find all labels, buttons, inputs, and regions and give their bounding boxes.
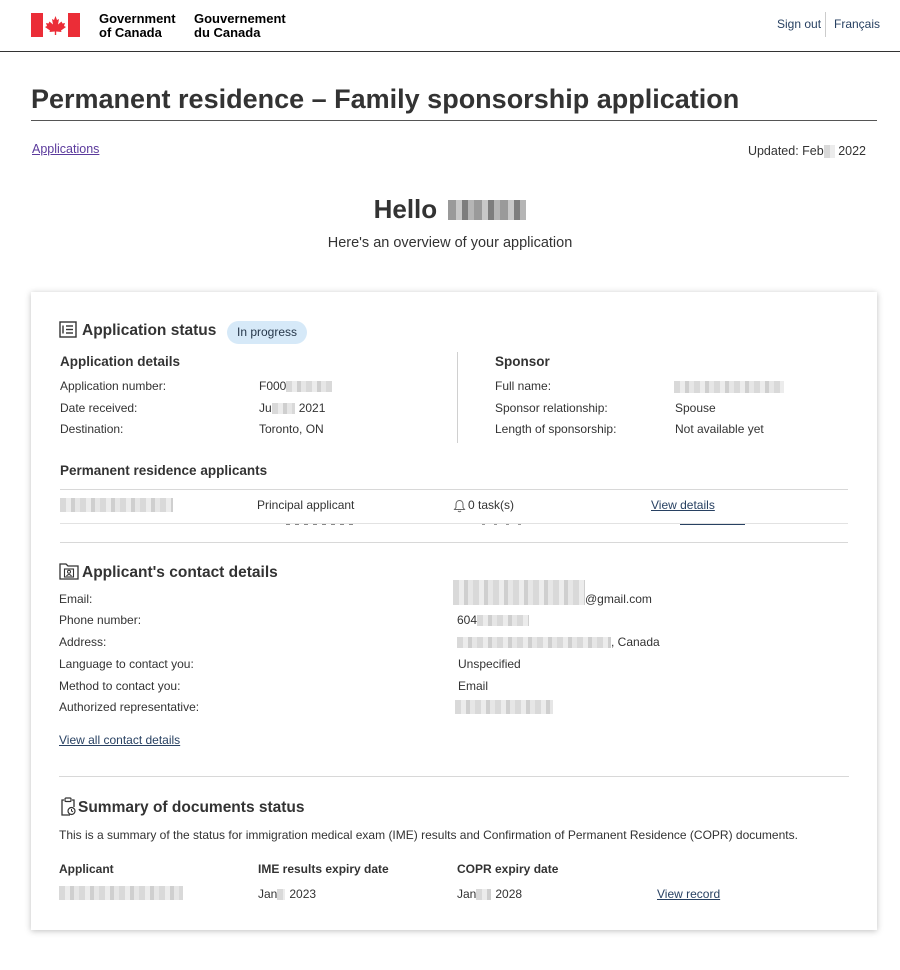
application-card <box>31 292 877 930</box>
bell-icon <box>453 499 466 513</box>
updated-date <box>748 144 866 158</box>
destination-value: Toronto, ON <box>259 422 324 436</box>
column-copr-expiry: COPR expiry date <box>457 862 559 876</box>
gov-header <box>0 0 900 52</box>
pr-applicants-title: Permanent residence applicants <box>60 463 268 478</box>
updated-label: Updated: <box>747 144 799 158</box>
email-label: Email: <box>59 592 93 606</box>
sponsor-full-name-label: Full name: <box>495 379 552 393</box>
redacted-block <box>286 381 332 392</box>
section-divider <box>59 776 849 777</box>
sponsor-relationship-label: Sponsor relationship: <box>495 401 608 415</box>
updated-month: Feb <box>802 144 824 158</box>
signature-en <box>99 12 176 39</box>
page-title: Permanent residence – Family sponsorship application <box>31 84 740 114</box>
list-document-icon <box>59 321 77 338</box>
copr-month: Jan <box>457 887 477 901</box>
redacted-sponsor-name <box>674 381 784 393</box>
ime-month: Jan <box>258 887 278 901</box>
redacted-representative <box>455 700 553 714</box>
section-divider <box>60 542 848 543</box>
sponsorship-length-value: Not available yet <box>675 422 764 436</box>
phone-prefix: 604 <box>457 613 478 627</box>
signature-fr-line2: du Canada <box>194 24 261 40</box>
date-received-label: Date received: <box>60 401 138 415</box>
redacted-block <box>272 403 295 414</box>
destination-label: Destination: <box>60 422 124 436</box>
redacted-block <box>824 145 835 158</box>
greeting-text: Hello <box>373 194 438 224</box>
redacted-name <box>448 200 526 220</box>
view-record-link[interactable]: View record <box>657 887 721 901</box>
address-country: , Canada <box>611 635 660 649</box>
redacted-email <box>453 580 585 605</box>
copr-year: 2028 <box>495 887 523 901</box>
method-label: Method to contact you: <box>59 679 181 693</box>
clipped-applicant-row <box>60 524 848 526</box>
applicants-top-rule <box>60 489 848 490</box>
column-applicant: Applicant <box>59 862 114 876</box>
header-separator <box>825 12 826 37</box>
phone-label: Phone number: <box>59 613 142 627</box>
redacted-block <box>277 889 285 900</box>
updated-year: 2022 <box>838 144 866 158</box>
date-received-year: 2021 <box>298 401 326 415</box>
application-number-label: Application number: <box>60 379 167 393</box>
redacted-applicant-name <box>59 886 183 900</box>
greeting <box>0 194 900 225</box>
email-domain: @gmail.com <box>585 592 652 606</box>
contact-folder-icon <box>59 562 79 580</box>
sponsor-title: Sponsor <box>495 354 550 369</box>
sponsor-relationship-value: Spouse <box>675 401 716 415</box>
column-divider <box>457 352 458 443</box>
redacted-address <box>457 637 611 648</box>
application-number-prefix: F000 <box>259 379 287 393</box>
date-received-value <box>259 401 325 415</box>
signature-en-line2: of Canada <box>99 24 162 40</box>
copr-expiry-value <box>457 887 522 901</box>
phone-value <box>457 613 529 627</box>
ime-year: 2023 <box>289 887 317 901</box>
ime-expiry-value <box>258 887 316 901</box>
application-number-value <box>259 379 332 393</box>
redacted-applicant-name <box>60 498 173 512</box>
applicant-tasks: 0 task(s) <box>468 498 515 512</box>
application-details-title: Application details <box>60 354 181 369</box>
language-toggle-link[interactable]: Français <box>834 17 881 31</box>
redacted-block <box>477 615 529 626</box>
sponsorship-length-label: Length of sponsorship: <box>495 422 617 436</box>
sign-out-link[interactable]: Sign out <box>777 17 822 31</box>
column-ime-expiry: IME results expiry date <box>258 862 389 876</box>
date-received-month: Ju <box>259 401 272 415</box>
representative-label: Authorized representative: <box>59 700 200 714</box>
status-badge: In progress <box>227 321 307 344</box>
contact-details-title: Applicant's contact details <box>82 564 278 581</box>
breadcrumb-applications[interactable]: Applications <box>32 142 100 156</box>
clipboard-clock-icon <box>60 797 76 816</box>
view-all-contact-details-link[interactable]: View all contact details <box>59 733 181 747</box>
language-label: Language to contact you: <box>59 657 194 671</box>
title-rule <box>31 120 877 121</box>
signature-fr <box>194 12 286 39</box>
overview-subtitle: Here's an overview of your application <box>327 235 573 251</box>
canada-flag-icon <box>31 13 80 37</box>
documents-summary-title: Summary of documents status <box>78 799 305 816</box>
method-value: Email <box>458 679 489 693</box>
documents-description: This is a summary of the status for immigration medical exam (IME) results and Confirmation of Permanent Residence (COPR) documents. <box>59 828 798 842</box>
language-value: Unspecified <box>458 657 521 671</box>
address-label: Address: <box>59 635 107 649</box>
applicant-role: Principal applicant <box>257 498 355 512</box>
redacted-block <box>476 889 491 900</box>
application-status-title: Application status <box>82 322 217 339</box>
signature-en-line1: Government <box>99 11 176 26</box>
view-details-link[interactable]: View details <box>651 498 715 512</box>
signature-fr-line1: Gouvernement <box>194 11 286 26</box>
